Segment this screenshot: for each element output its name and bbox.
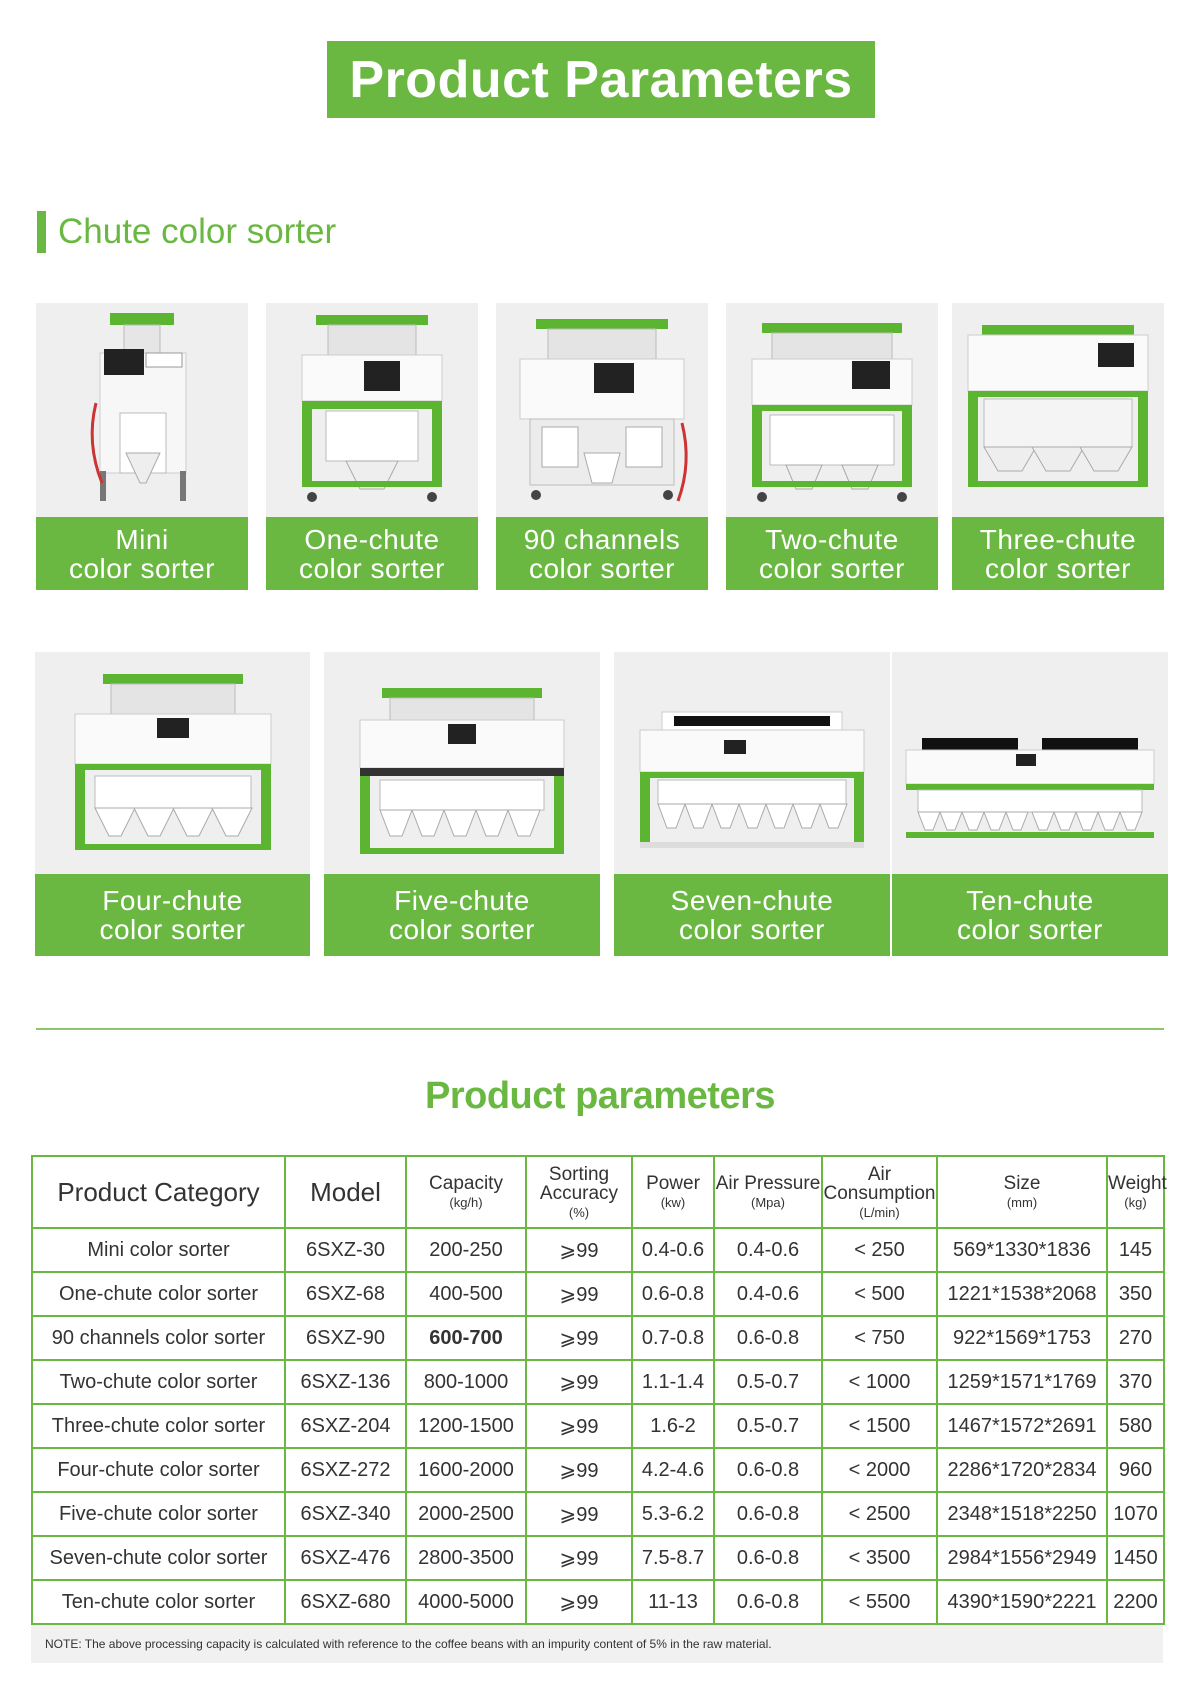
cell-power: 1.1-1.4 [632,1360,714,1404]
col-header-accuracy [526,1156,632,1228]
cell-air-consumption: < 2500 [822,1492,937,1536]
cell-accuracy: ⩾99 [526,1360,632,1404]
cell-size: 922*1569*1753 [937,1316,1107,1360]
card-label-line1: Three-chute [979,523,1137,555]
mini-sorter-image [36,303,248,513]
section-divider [36,1028,1164,1030]
col-header-label: Model [310,1176,381,1207]
cell-air-consumption: < 1500 [822,1404,937,1448]
cell-model: 6SXZ-476 [285,1536,406,1580]
cell-power: 0.6-0.8 [632,1272,714,1316]
table-row [32,1272,1164,1316]
cell-air-pressure: 0.4-0.6 [714,1272,822,1316]
card-label-line1: Seven-chute [670,885,834,916]
cell-air-consumption: < 5500 [822,1580,937,1624]
cell-capacity: 800-1000 [406,1360,526,1404]
cell-model: 6SXZ-204 [285,1404,406,1448]
cell-model: 6SXZ-340 [285,1492,406,1536]
cell-air-consumption: < 500 [822,1272,937,1316]
cell-weight: 960 [1107,1448,1164,1492]
product-card-ten-chute[interactable] [892,652,1168,956]
card-label-line2: color sorter [956,914,1104,945]
cell-power: 1.6-2 [632,1404,714,1448]
params-title: Product parameters [424,1075,775,1117]
params-table [31,1155,1165,1625]
cell-air-pressure: 0.6-0.8 [714,1448,822,1492]
col-header-unit: (kg) [1124,1195,1147,1210]
col-header-label: Air Consumption [823,1163,936,1204]
cell-air-pressure: 0.6-0.8 [714,1580,822,1624]
col-header-unit: (L/min) [859,1204,900,1220]
cell-weight: 1450 [1107,1536,1164,1580]
cell-power: 7.5-8.7 [632,1536,714,1580]
card-label-line1: 90 channels [523,523,681,555]
cell-air-pressure: 0.6-0.8 [714,1492,822,1536]
card-label [266,517,478,590]
cell-size: 1221*1538*2068 [937,1272,1107,1316]
cell-capacity: 4000-5000 [406,1580,526,1624]
col-header-label: Air Pressure [715,1173,821,1194]
cell-capacity: 1600-2000 [406,1448,526,1492]
cell-category: One-chute color sorter [32,1272,285,1316]
cell-accuracy: ⩾99 [526,1404,632,1448]
cell-power: 0.7-0.8 [632,1316,714,1360]
cell-weight: 370 [1107,1360,1164,1404]
card-label [35,874,310,956]
cell-weight: 350 [1107,1272,1164,1316]
card-label-line2: color sorter [678,914,826,945]
cell-size: 1259*1571*1769 [937,1360,1107,1404]
cell-category: Ten-chute color sorter [32,1580,285,1624]
col-header-weight [1107,1156,1167,1228]
col-header-air-pressure [714,1156,822,1228]
cell-accuracy: ⩾99 [526,1316,632,1360]
cell-category: Five-chute color sorter [32,1492,285,1536]
cell-weight: 2200 [1107,1580,1164,1624]
cell-air-pressure: 0.5-0.7 [714,1404,822,1448]
card-label-line2: color sorter [68,552,216,584]
table-row [32,1448,1164,1492]
cell-category: Four-chute color sorter [32,1448,285,1492]
five-chute-sorter-image [324,652,600,874]
col-header-label: Power [646,1173,700,1194]
cell-weight: 1070 [1107,1492,1164,1536]
table-note: NOTE: The above processing capacity is calculated with reference to the coffee beans with an impurity content of 5% in the raw material. [31,1625,1163,1663]
col-header-power [632,1156,714,1228]
cell-accuracy: ⩾99 [526,1536,632,1580]
cell-size: 1467*1572*2691 [937,1404,1107,1448]
col-header-label: Weight [1108,1173,1167,1194]
cell-air-pressure: 0.6-0.8 [714,1316,822,1360]
cell-accuracy: ⩾99 [526,1448,632,1492]
one-chute-sorter-image [266,303,478,513]
cell-capacity: 1200-1500 [406,1404,526,1448]
cell-weight: 580 [1107,1404,1164,1448]
cell-power: 5.3-6.2 [632,1492,714,1536]
cell-model: 6SXZ-680 [285,1580,406,1624]
cell-accuracy: ⩾99 [526,1580,632,1624]
col-header-air-consumption [822,1156,937,1228]
table-row [32,1536,1164,1580]
cell-category: Seven-chute color sorter [32,1536,285,1580]
col-header-label: Capacity [429,1173,503,1194]
col-header-unit: (%) [568,1204,590,1220]
section-heading-text: Chute color sorter [58,212,337,251]
cell-air-consumption: < 750 [822,1316,937,1360]
col-header-unit: (kw) [660,1195,686,1210]
cell-power: 0.4-0.6 [632,1228,714,1272]
cell-model: 6SXZ-136 [285,1360,406,1404]
page-banner-title: Product Parameters [327,41,875,118]
section-heading [37,211,336,253]
card-label [324,874,600,956]
col-header-label: Sorting Accuracy [539,1163,619,1204]
cell-capacity: 200-250 [406,1228,526,1272]
card-label-line1: Mini [115,523,169,555]
cell-model: 6SXZ-30 [285,1228,406,1272]
product-card-seven-chute[interactable] [614,652,890,956]
card-label-line2: color sorter [528,552,676,584]
card-label-line2: color sorter [984,552,1132,584]
90-channels-sorter-image [496,303,708,513]
card-label-line1: Five-chute [394,885,530,916]
table-row [32,1316,1164,1360]
cell-category: Three-chute color sorter [32,1404,285,1448]
cell-air-consumption: < 1000 [822,1360,937,1404]
table-header-row [32,1156,1164,1228]
cell-air-pressure: 0.4-0.6 [714,1228,822,1272]
cell-accuracy: ⩾99 [526,1492,632,1536]
two-chute-sorter-image [726,303,938,513]
product-card-four-chute[interactable] [35,652,310,956]
col-header-unit: (kg/h) [449,1195,483,1210]
cell-air-consumption: < 250 [822,1228,937,1272]
table-row [32,1360,1164,1404]
card-label [726,517,938,590]
col-header-capacity [406,1156,526,1228]
card-label [496,517,708,590]
cell-size: 2348*1518*2250 [937,1492,1107,1536]
product-card-mini[interactable] [36,303,248,590]
product-card-90-channels[interactable] [496,303,708,590]
cell-power: 11-13 [632,1580,714,1624]
col-header-unit: (Mpa) [751,1195,785,1210]
card-label-line1: Two-chute [765,523,899,555]
cell-weight: 270 [1107,1316,1164,1360]
cell-air-pressure: 0.6-0.8 [714,1536,822,1580]
cell-power: 4.2-4.6 [632,1448,714,1492]
cell-size: 4390*1590*2221 [937,1580,1107,1624]
product-card-five-chute[interactable] [324,652,600,956]
ten-chute-sorter-image [892,652,1168,874]
cell-category: 90 channels color sorter [32,1316,285,1360]
table-row [32,1580,1164,1624]
table-row [32,1404,1164,1448]
cell-accuracy: ⩾99 [526,1228,632,1272]
cell-size: 2286*1720*2834 [937,1448,1107,1492]
table-row [32,1492,1164,1536]
cell-size: 569*1330*1836 [937,1228,1107,1272]
cell-model: 6SXZ-68 [285,1272,406,1316]
cell-category: Two-chute color sorter [32,1360,285,1404]
col-header-unit: (mm) [1006,1195,1038,1210]
card-label-line2: color sorter [298,552,446,584]
product-card-two-chute[interactable] [726,303,938,590]
cell-model: 6SXZ-90 [285,1316,406,1360]
params-table-wrap [31,1155,1167,1663]
card-label-line2: color sorter [758,552,906,584]
cell-weight: 145 [1107,1228,1164,1272]
cell-capacity: 2800-3500 [406,1536,526,1580]
seven-chute-sorter-image [614,652,890,874]
cell-air-consumption: < 3500 [822,1536,937,1580]
cell-size: 2984*1556*2949 [937,1536,1107,1580]
card-label-line1: Four-chute [102,885,243,916]
cell-capacity: 600-700 [406,1316,526,1360]
table-row [32,1228,1164,1272]
product-card-one-chute[interactable] [266,303,478,590]
col-header-label: Product Category [57,1176,260,1207]
card-label-line1: One-chute [304,523,440,555]
col-header-category [32,1156,285,1228]
product-card-three-chute[interactable] [952,303,1164,590]
cell-air-pressure: 0.5-0.7 [714,1360,822,1404]
card-label-line2: color sorter [388,914,536,945]
card-label [36,517,248,590]
cell-category: Mini color sorter [32,1228,285,1272]
four-chute-sorter-image [35,652,310,874]
card-label [892,874,1168,956]
cell-air-consumption: < 2000 [822,1448,937,1492]
col-header-model [285,1156,406,1228]
cell-capacity: 400-500 [406,1272,526,1316]
card-label [952,517,1164,590]
cell-model: 6SXZ-272 [285,1448,406,1492]
col-header-label: Size [1003,1173,1041,1194]
cell-capacity: 2000-2500 [406,1492,526,1536]
card-label-line2: color sorter [99,914,246,945]
col-header-size [937,1156,1107,1228]
heading-accent-bar [37,211,46,253]
card-label-line1: Ten-chute [966,885,1094,916]
card-label [614,874,890,956]
three-chute-sorter-image [952,303,1164,513]
cell-accuracy: ⩾99 [526,1272,632,1316]
